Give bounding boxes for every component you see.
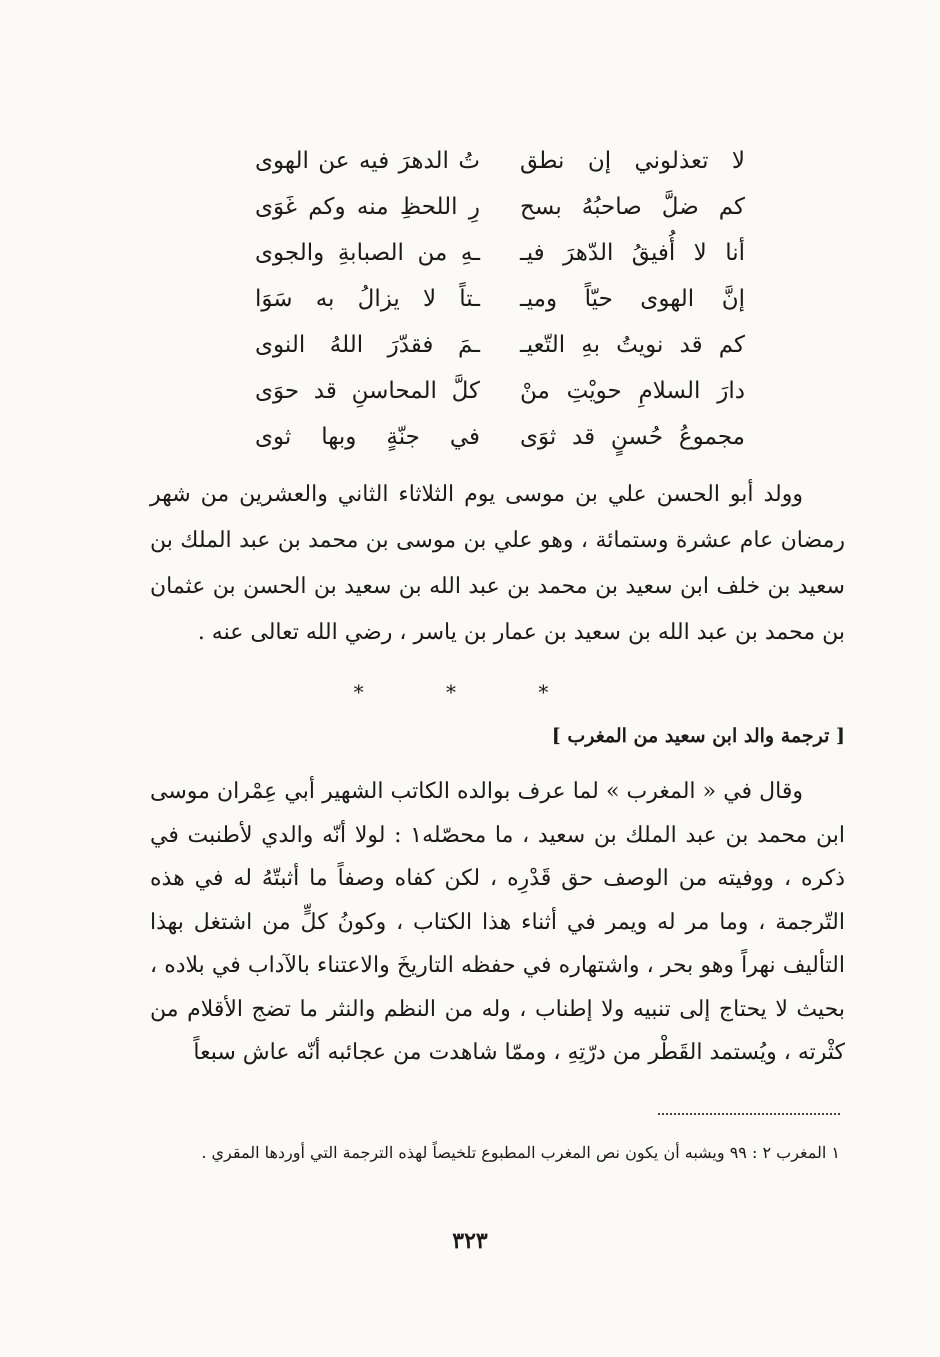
hemistich-left: ـهِ من الصبابةِ والجوى — [255, 240, 480, 266]
hemistich-left: كلَّ المحاسنِ قد حوَى — [255, 378, 480, 404]
poem-verse — [255, 368, 745, 414]
poem-verse — [255, 138, 745, 184]
hemistich-right: كم قد نويتُ بهِ التّعيـ — [520, 332, 745, 358]
hemistich-right: لا تعذلوني إن نطق — [520, 148, 745, 174]
footnote: ١ المغرب ٢ : ٩٩ ويشبه أن يكون نص المغرب المطبوع تلخيصاً لهذه الترجمة التي أوردها المقري . — [201, 1143, 840, 1162]
hemistich-left: ـتاً لا يزالُ به سَوَا — [255, 286, 480, 312]
hemistich-right: إنَّ الهوى حيّاً وميـ — [520, 286, 745, 312]
poem-verse — [255, 414, 745, 460]
footnote-divider — [658, 1113, 840, 1115]
hemistich-left: رِ اللحظِ منه وكم غَوَى — [255, 194, 480, 220]
poem-verse — [255, 184, 745, 230]
hemistich-right: مجموعُ حُسنٍ قد ثوَى — [520, 424, 745, 450]
poem-block — [255, 138, 745, 460]
hemistich-right: دارَ السلامِ حويْتِ منْ — [520, 378, 745, 404]
hemistich-left: ـمَ فقدّرَ اللهُ النوى — [255, 332, 480, 358]
hemistich-left: تُ الدهرَ فيه عن الهوى — [255, 148, 480, 174]
section-separator: * * * — [353, 680, 587, 704]
page-number: ٣٢٣ — [452, 1228, 488, 1254]
birth-paragraph: وولد أبو الحسن علي بن موسى يوم الثلاثاء الثاني والعشرين من شهر رمضان عام عشرة وستمائة ، وهو علي بن موسى بن محمد بن عبد الملك بن سعيد بن خلف ابن سعيد بن محمد بن عبد الله بن سعيد بن الحسن بن عثمان بن محمد بن عبد الله بن سعيد بن عمار بن ياسر ، رضي الله تعالى عنه . — [150, 482, 845, 645]
hemistich-left: في جنّةٍ وبها ثوى — [255, 424, 480, 450]
hemistich-right: أنا لا أُفيقُ الدّهرَ فيـ — [520, 240, 745, 266]
poem-verse — [255, 230, 745, 276]
poem-verse — [255, 276, 745, 322]
biography-paragraph: وقال في « المغرب » لما عرف بوالده الكاتب الشهير أبي عِمْران موسى ابن محمد بن عبد الملك بن سعيد ، ما محصّله١ : لولا أنّه والدي لأطنبت في ذكره ، ووفيته من الوصف حق قَدْرِه ، لكن كفاه وصفاً ما أثبتّهُ له في هذه التّرجمة ، وما مر له ويمر في أثناء هذا الكتاب ، وكونُ كلٍّ من اشتغل بهذا التأليف نهراً وهو بحر ، واشتهاره في حفظه التاريخَ والاعتناء بالآداب في بلاده ، بحيث لا يحتاج إلى تنبيه ولا إطناب ، وله من النظم والنثر ما تضج الأقلام من كثْرته ، ويُستمد القَطْر من درّتِهِ ، وممّا شاهدت من عجائبه أنّه عاش سبعاً — [150, 779, 845, 1065]
hemistich-right: كم ضلَّ صاحبُهُ بسح — [520, 194, 745, 220]
section-heading: [ ترجمة والد ابن سعيد من المغرب ] — [551, 725, 845, 747]
poem-verse — [255, 322, 745, 368]
